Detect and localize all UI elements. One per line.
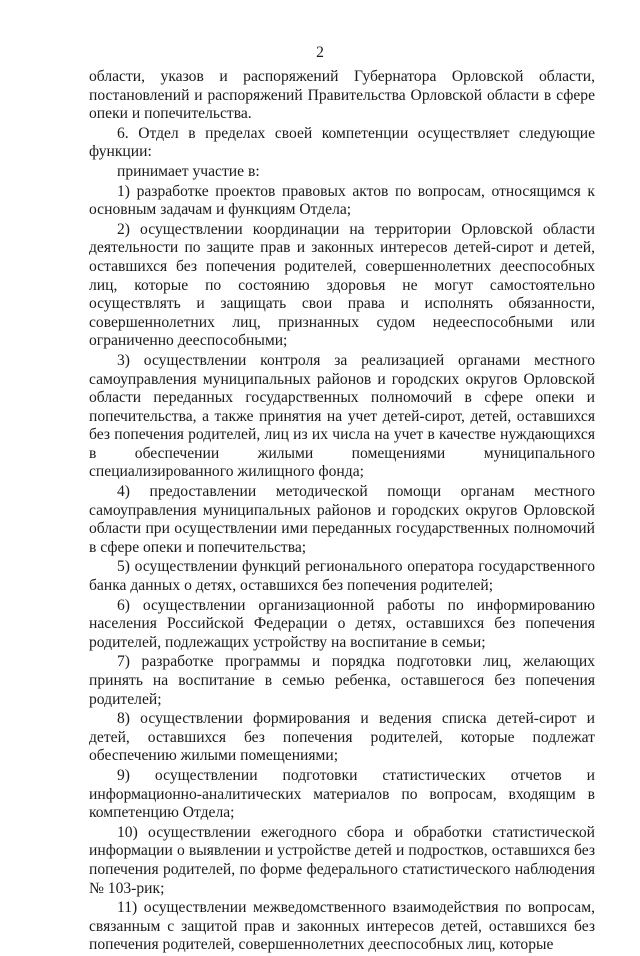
list-item-9: 9) осуществлении подготовки статистических отчетов и информационно-аналитических материалов по вопросам, входящим в компетенцию Отдела; [89, 766, 595, 822]
paragraph-item-6: 6. Отдел в пределах своей компетенции осуществляет следующие функции: [89, 124, 595, 161]
list-item-5: 5) осуществлении функций регионального оператора государственного банка данных о детях, оставшихся без попечения родителей; [89, 558, 595, 595]
list-item-7: 7) разработке программы и порядка подготовки лиц, желающих принять на воспитание в семью ребенка, оставшегося без попечения родителей; [89, 653, 595, 708]
paragraph-continuation: области, указов и распоряжений Губернатора Орловской области, постановлений и распоряжений Правительства Орловской области в сфере опеки и попечительства. [89, 68, 595, 123]
list-item-6: 6) осуществлении организационной работы по информированию населения Российской Федерации о детях, оставшихся без попечения родителей, подлежащих устройству на воспитание в семьи; [89, 596, 595, 651]
list-item-11: 11) осуществлении межведомственного взаимодействия по вопросам, связанным с защитой прав и законных интересов детей, оставшихся без попечения родителей, совершеннолетних дееспособных лиц, которые [89, 899, 595, 954]
list-item-4: 4) предоставлении методической помощи органам местного самоуправления муниципальных районов и городских округов Орловской области при осуществлении ими переданных государственных полномочий в сфере опеки и попечительства; [89, 483, 595, 556]
list-item-8: 8) осуществлении формирования и ведения списка детей-сирот и детей, оставшихся без попечения родителей, которые подлежат обеспечению жилыми помещениями; [89, 710, 595, 765]
paragraph-intro: принимает участие в: [117, 162, 260, 180]
list-item-1: 1) разработке проектов правовых актов по вопросам, относящимся к основным задачам и функциям Отдела; [89, 182, 595, 219]
list-item-2: 2) осуществлении координации на территории Орловской области деятельности по защите прав и законных интересов детей-сирот и детей, оставшихся без попечения родителей, совершеннолетних дееспособных лиц, которые по состоянию здоровья не могут самостоятельно осуществлять и защищать свои права и исполнять обязанности, совершеннолетних лиц, признанных судом недееспособными или ограниченно дееспособными; [89, 220, 595, 350]
document-body [89, 68, 595, 956]
list-item-3: 3) осуществлении контроля за реализацией органами местного самоуправления муниципальных районов и городских округов Орловской области переданных государственных полномочий в сфере опеки и попечительства, а также принятия на учет детей-сирот, детей, оставшихся без попечения родителей, лиц из их числа на учет в качестве нуждающихся в обеспечении жилыми помещениями муниципального специализированного жилищного фонда; [89, 351, 595, 481]
page-number: 2 [316, 44, 324, 61]
list-item-10: 10) осуществлении ежегодного сбора и обработки статистической информации о выявлении и устройстве детей и подростков, оставшихся без попечения родителей, по форме федерального статистического наблюдения № 103-рик; [89, 823, 595, 897]
